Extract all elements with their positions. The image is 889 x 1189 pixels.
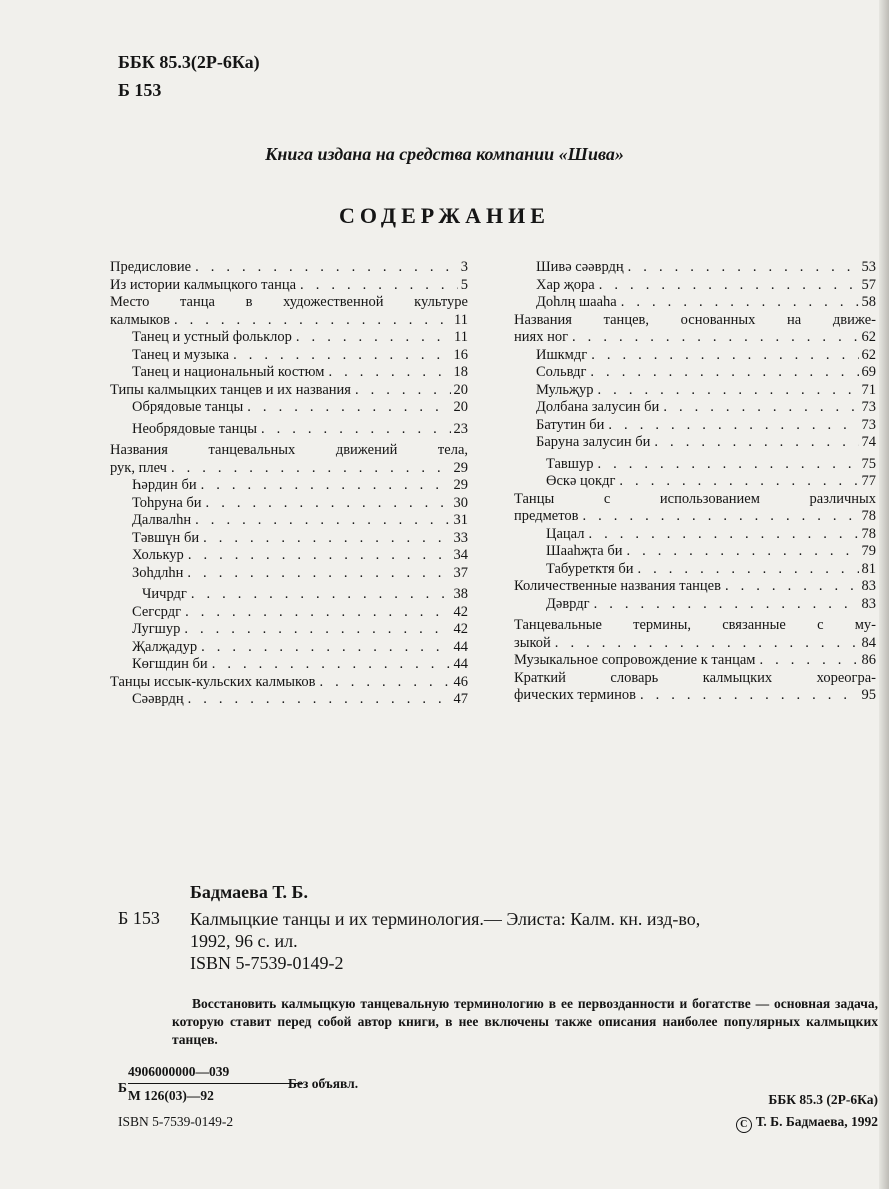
toc-right-column (514, 259, 876, 705)
toc-entry: Музыкальное сопровождение к танцам . . . 86 (514, 652, 876, 670)
toc-entry: Шааһҗта би . . . 79 (514, 543, 876, 561)
toc-entry: Тавшур . . . 75 (514, 456, 876, 474)
print-code-letter: Б (118, 1080, 127, 1095)
toc-entry: Краткий словарь калмыцких хореогра- фических терминов . . . 95 (514, 670, 876, 705)
print-code-number: 4906000000—039 (128, 1064, 230, 1079)
toc-entry: Танец и устный фольклор . . . 11 (110, 329, 468, 347)
toc-entry: Танец и национальный костюм . . . 18 (110, 364, 468, 382)
copyright-notice (736, 1114, 878, 1133)
toc-entry: Обрядовые танцы . . . 20 (110, 399, 468, 417)
card-bbk: ББК 85.3 (2Р-6Ка) (768, 1092, 878, 1107)
toc-entry: Өскә цокдг . . . 77 (514, 473, 876, 491)
toc-entry: Баруна залусин би . . . 74 (514, 434, 876, 452)
toc-entry: Тәвшүн би . . . 33 (110, 530, 468, 548)
toc-entry: Названия танцевальных движений тела, рук, плеч . . . 29 (110, 442, 468, 477)
card-pub-line: 1992, 96 с. ил. (190, 931, 298, 951)
toc-entry: Хар җора . . . 57 (514, 277, 876, 295)
bbk-index: ББК 85.3(2Р-6Ка) (118, 52, 260, 72)
toc-entry: Зоһдлһн . . . 37 (110, 565, 468, 583)
print-code-m: М 126(03)—92 (128, 1088, 214, 1103)
card-title-line: Калмыцкие танцы и их терминология.— Элиста: Калм. кн. изд-во, (190, 909, 701, 929)
toc-entry: Доһлң шааһа . . . 58 (514, 294, 876, 312)
contents-title: СОДЕРЖАНИЕ (339, 203, 550, 228)
toc-entry: Из истории калмыцкого танца . . . 5 (110, 277, 468, 295)
toc-entry: Дәврдг . . . 83 (514, 596, 876, 614)
toc-entry: Батутин би . . . 73 (514, 417, 876, 435)
sponsor-note: Книга издана на средства компании «Шива» (265, 144, 624, 164)
toc-entry: Ишкмдг . . . 62 (514, 347, 876, 365)
print-code-note: Без объявл. (288, 1076, 359, 1091)
card-description (190, 908, 880, 974)
toc-entry: Чичрдг . . . 38 (110, 586, 468, 604)
toc-entry: Һәрдин би . . . 29 (110, 477, 468, 495)
toc-entry: Сәәврдң . . . 47 (110, 691, 468, 709)
page-edge (879, 0, 889, 1189)
card-isbn-line: ISBN 5-7539-0149-2 (190, 953, 344, 973)
toc-left-column (110, 259, 468, 709)
toc-entry: Цацал . . . 78 (514, 526, 876, 544)
card-isbn: ISBN 5-7539-0149-2 (118, 1114, 234, 1129)
book-code: Б 153 (118, 80, 162, 100)
toc-entry: Долбана залусин би . . . 73 (514, 399, 876, 417)
toc-entry: Холькур . . . 34 (110, 547, 468, 565)
bbk-header (118, 48, 260, 104)
toc-entry: Лугшур . . . 42 (110, 621, 468, 639)
toc-entry: Предисловие . . . 3 (110, 259, 468, 277)
toc-entry: Танцевальные термины, связанные с му- зыкой . . . 84 (514, 617, 876, 652)
toc-entry: Көгшдин би . . . 44 (110, 656, 468, 674)
toc-entry: Танцы с использованием различных предметов . . . 78 (514, 491, 876, 526)
toc-entry: Необрядовые танцы . . . 23 (110, 421, 468, 439)
toc-entry: Табуретктя би . . . 81 (514, 561, 876, 579)
card-annotation: Восстановить калмыцкую танцевальную терминологию в ее первозданности и богатстве — основная задача, которую ставит перед собой автор книги, в нее включены также описания наиболее популярных калмыцких танцев. (172, 996, 878, 1047)
toc-entry: Сольвдг . . . 69 (514, 364, 876, 382)
toc-entry: Шивә сәәврдң . . . 53 (514, 259, 876, 277)
card-author: Бадмаева Т. Б. (190, 882, 308, 902)
toc-entry: Далвалһн . . . 31 (110, 512, 468, 530)
copyright-text: Т. Б. Бадмаева, 1992 (755, 1114, 878, 1129)
toc-entry: Танцы иссык-кульских калмыков . . . 46 (110, 674, 468, 692)
toc-entry: Тоһруна би . . . 30 (110, 495, 468, 513)
toc-entry: Количественные названия танцев . . . 83 (514, 578, 876, 596)
copyright-icon: C (736, 1117, 752, 1133)
toc-entry: Сегсрдг . . . 42 (110, 604, 468, 622)
print-code-divider (128, 1083, 303, 1084)
toc-entry: Танец и музыка . . . 16 (110, 347, 468, 365)
toc-entry: Җалҗадур . . . 44 (110, 639, 468, 657)
card-code: Б 153 (118, 908, 160, 928)
toc-entry: Место танца в художественной культуре калмыков . . . 11 (110, 294, 468, 329)
toc-entry: Типы калмыцких танцев и их названия . . . 20 (110, 382, 468, 400)
toc-entry: Мульҗур . . . 71 (514, 382, 876, 400)
toc-entry: Названия танцев, основанных на движе- ниях ног . . . 62 (514, 312, 876, 347)
